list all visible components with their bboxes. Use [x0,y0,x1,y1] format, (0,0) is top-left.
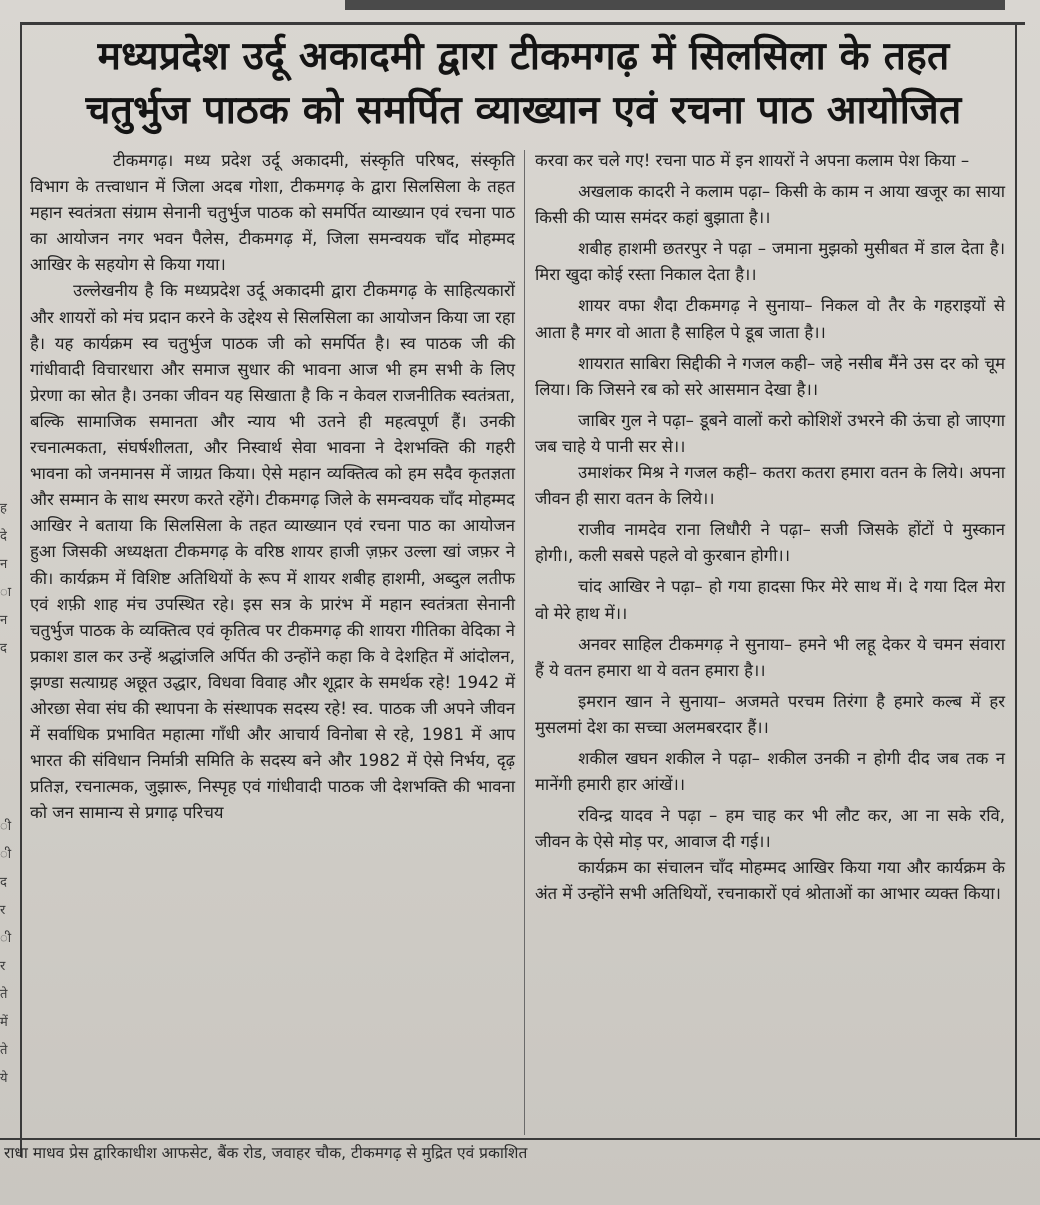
margin-fragment: ह [0,501,7,516]
top-dark-strip [345,0,1005,10]
headline-line-1: मध्यप्रदेश उर्दू अकादमी द्वारा टीकमगढ़ में सिलसिला के तहत [97,34,950,79]
left-paragraph-2: उल्लेखनीय है कि मध्यप्रदेश उर्दू अकादमी द्वारा टीकमगढ़ के साहित्यकारों और शायरों को मंच प्रदान करने के उद्देश्य से सिलसिला का आयोजन किया जा रहा है। यह कार्यक्रम स्व चतुर्भुज पाठक जी को समर्पित है। स्व पाठक जी की गांधीवादी विचारधारा और समाज सुधार की भावना आज भी हम सभी के लिए प्रेरणा का स्रोत है। उनका जीवन यह सिखाता है कि न केवल राजनीतिक स्वतंत्रता, बल्कि सामाजिक समानता और न्याय भी उतने ही महत्वपूर्ण हैं। उनकी रचनात्मकता, संघर्षशीलता, और निस्वार्थ सेवा भावना ने देशभक्ति की गहरी भावना को जनमानस में जाग्रत किया। ऐसे महान व्यक्तित्व को हम सदैव कृतज्ञता और सम्मान के साथ स्मरण करते रहेंगे। टीकमगढ़ जिले के समन्वयक चाँद मोहम्मद आखिर ने बताया कि सिलसिला के तहत व्याख्यान एवं रचना पाठ का आयोजन हुआ जिसकी अध्यक्षता टीकमगढ़ के वरिष्ठ शायर हाजी ज़फ़र उल्ला खां जफ़र ने की। कार्यक्रम में विशिष्ट अतिथियों के रूप में शायर शबीह हाशमी, अब्दुल लतीफ एवं शफ़ी शाह मंच उपस्थित रहे। इस सत्र के प्रारंभ में महान स्वतंत्रता सेनानी चतुर्भुज पाठक के व्यक्तित्व एवं कृतित्व पर टीकमगढ़ की शायरा गीतिका वेदिका ने प्रकाश डाल कर उन्हें श्रद्धांजलि अर्पित की उन्होंने कहा कि वे देशहित में आंदोलन, झण्डा सत्याग्रह अछूत उद्धार, विधवा विवाह और शूद्रार के समर्थक रहे! 1942 में ओरछा सेवा संघ की स्थापना के संस्थापक सदस्य रहे! स्व. पाठक जी अपने जीवन में सर्वाधिक प्रभावित महात्मा गाँधी और आचार्य विनोबा से रहे, 1981 में आप भारत की संविधान निर्मात्री समिति के सदस्य बने और 1982 में ऐसे निर्भय, दृढ़ प्रतिज्ञ, रचनात्मक, जुझारू, निस्पृह एवं गांधीवादी पाठक जी देशभक्ति की भावना को जन सामान्य से प्रगाढ़ परिचय [30,281,515,823]
margin-fragment: न [0,557,8,572]
right-column [535,148,1005,913]
article-frame-top-rule [20,22,1025,25]
right-paragraph-8: राजीव नामदेव राना लिधौरी ने पढ़ा– सजी जिसके होंटों पे मुस्कान होगी।, कली सबसे पहले वो कुरबान होगी।। [535,520,1005,566]
right-paragraph-9: चांद आखिर ने पढ़ा– हो गया हादसा फिर मेरे साथ में। दे गया दिल मेरा वो मेरे हाथ में।। [535,577,1005,623]
right-paragraph-2: अखलाक कादरी ने कलाम पढ़ा– किसी के काम न आया खजूर का साया किसी की प्यास समंदर कहां बुझाता है।। [535,182,1005,228]
margin-fragment: ते [0,987,8,1002]
article-headline [36,30,1011,138]
right-paragraph-1: करवा कर चले गए! रचना पाठ में इन शायरों ने अपना कलाम पेश किया – [535,151,970,170]
margin-fragment: द [0,641,7,656]
right-paragraph-4: शायर वफा शैदा टीकमगढ़ ने सुनाया– निकल वो तैर के गहराइयों से आता है मगर वो आता है साहिल पे डूब जाता है।। [535,296,1005,342]
right-paragraph-11: इमरान खान ने सुनाया– अजमते परचम तिरंगा है हमारे कल्ब में हर मुसलमां देश का सच्चा अलमबरदार हैं।। [535,691,1005,737]
right-paragraph-13: रविन्द्र यादव ने पढ़ा – हम चाह कर भी लौट कर, आ ना सके रवि, जीवन के ऐसे मोड़ पर, आवाज दी गई।। [535,806,1005,852]
margin-fragment: न [0,613,8,628]
margin-gap [0,663,16,813]
printer-imprint: राधा माधव प्रेस द्वारिकाधीश आफसेट, बैंक रोड, जवाहर चौक, टीकमगढ़ से मुद्रित एवं प्रकाशित [4,1144,528,1162]
left-margin-fragments [0,495,16,1093]
right-paragraph-14: कार्यक्रम का संचालन चाँद मोहम्मद आखिर किया गया और कार्यक्रम के अंत में उन्होंने सभी अतिथियों, रचनाकारों एवं श्रोताओं का आभार व्यक्त किया। [535,858,1005,904]
margin-fragment: ा [0,585,12,600]
right-paragraph-5: शायरात साबिरा सिद्दीकी ने गजल कही– जहे नसीब मैंने उस दर को चूम लिया। कि जिसने रब को सरे आसमान देखा है।। [535,353,1005,399]
column-divider [524,150,525,1135]
margin-fragment: र [0,959,6,974]
margin-fragment: ते [0,1043,8,1058]
left-paragraph-1: टीकमगढ़। मध्य प्रदेश उर्दू अकादमी, संस्कृति परिषद, संस्कृति विभाग के तत्त्वाधान में जिला अदब गोशा, टीकमगढ़ के द्वारा सिलसिला के तहत महान स्वतंत्रता संग्राम सेनानी चतुर्भुज पाठक को समर्पित व्याख्यान एवं रचना पाठ का आयोजन नगर भवन पैलेस, टीकमगढ़ में, जिला समन्वयक चाँद मोहम्मद आखिर के सहयोग से किया गया। [30,151,515,275]
margin-fragment: र [0,903,6,918]
right-paragraph-10: अनवर साहिल टीकमगढ़ ने सुनाया– हमने भी लहू देकर ये चमन संवारा हैं ये वतन हमारा था ये वतन हमारा है।। [535,634,1005,680]
right-paragraph-7: उमाशंकर मिश्र ने गजल कही– कतरा कतरा हमारा वतन के लिये। अपना जीवन ही सारा वतन के लिये।। [535,463,1005,509]
headline-line-2: चतुर्भुज पाठक को समर्पित व्याख्यान एवं रचना पाठ आयोजित [85,88,962,133]
margin-fragment: ी [0,819,12,834]
right-paragraph-6: जाबिर गुल ने पढ़ा– डूबने वालों करो कोशिशें उभरने की ऊंचा हो जाएगा जब चाहे ये पानी सर से।। [535,410,1005,456]
right-paragraph-3: शबीह हाशमी छतरपुर ने पढ़ा – जमाना मुझको मुसीबत में डाल देता है। मिरा खुदा कोई रस्ता निकाल देता है।। [535,239,1005,285]
article-frame-left-rule [20,22,22,1157]
margin-fragment: ये [0,1071,8,1086]
margin-fragment: ी [0,931,12,946]
margin-fragment: द [0,875,7,890]
margin-fragment: दे [0,529,7,544]
right-paragraph-12: शकील खघन शकील ने पढ़ा– शकील उनकी न होगी दीद जब तक न मानेंगी हमारी हार आंखें।। [535,748,1005,795]
article-frame-right-rule [1015,22,1017,1137]
left-column [30,148,515,826]
margin-fragment: ी [0,847,12,862]
article-frame-bottom-rule [0,1138,1040,1140]
margin-fragment: में [0,1015,8,1030]
